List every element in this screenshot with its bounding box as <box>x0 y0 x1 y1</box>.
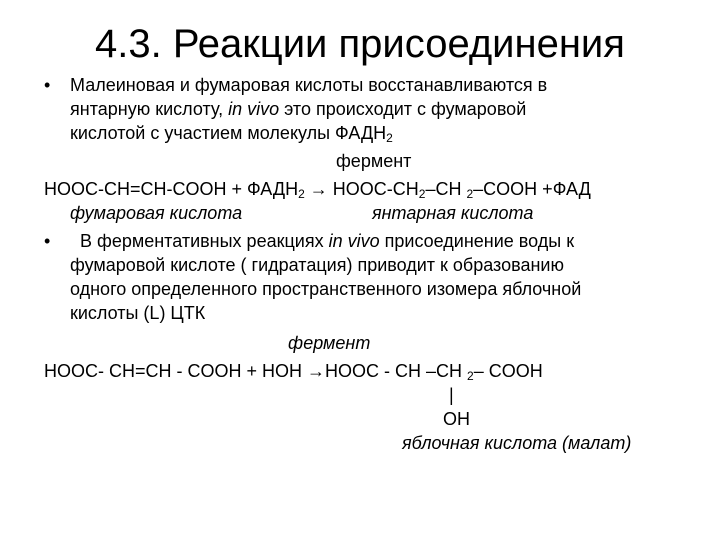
bullet-2: • <box>44 231 51 251</box>
eq1-label-succinic: янтарная кислота <box>372 203 534 223</box>
eq1-sub-b: 2 <box>418 187 426 201</box>
p1-line2-text-a: янтарную кислоту, <box>70 99 229 119</box>
eq2-part-b: – COOH <box>473 361 543 381</box>
eq1-sub-c: 2 <box>466 187 474 201</box>
eq1-part-d: –COOH +ФАД <box>473 179 591 199</box>
eq2-label-malate: (малат) <box>557 433 632 453</box>
p1-line3-sub: 2 <box>386 131 393 145</box>
p2-line4: кислоты (L) ЦТК <box>70 303 206 323</box>
eq2-sub-a: 2 <box>467 369 474 383</box>
eq2-oh: OH <box>443 409 470 429</box>
eq2-label-malic: яблочная кислота <box>402 433 558 453</box>
eq2-equation <box>44 360 543 382</box>
eq2-part-a: HOOC- CH=CH - COOH + HOH →HOOC - CH –CH <box>44 361 468 381</box>
p2-line1-in-vivo: in vivo <box>328 231 380 251</box>
p2-line1 <box>80 230 574 252</box>
p2-line1-text-c: присоединение воды к <box>379 231 575 251</box>
eq1-sub-a: 2 <box>298 187 305 201</box>
eq1-equation <box>44 178 591 200</box>
slide-title: 4.3. Реакции присоединения <box>95 22 625 66</box>
p1-line1: Малеиновая и фумаровая кислоты восстанавливаются в <box>70 75 548 95</box>
eq1-label-fumaric: фумаровая кислота <box>70 203 243 223</box>
p2-line3: одного определенного пространственного изомера яблочной <box>70 279 582 299</box>
p1-line3 <box>70 122 393 144</box>
eq2-bond-bar: | <box>449 385 454 405</box>
eq2-enzyme: фермент <box>288 333 371 353</box>
eq1-part-c: –CH <box>425 179 467 199</box>
p2-line2: фумаровой кислоте ( гидратация) приводит к образованию <box>70 255 564 275</box>
bullet-1: • <box>44 75 51 95</box>
p1-line2-in-vivo: in vivo <box>228 99 280 119</box>
eq1-part-a: HOOC-CH=CH-COOH + ФАДН <box>44 179 299 199</box>
eq2-label <box>402 432 631 454</box>
p1-line2-text-c: это происходит с фумаровой <box>279 99 527 119</box>
p2-line1-text-a: В ферментативных реакциях <box>80 231 329 251</box>
eq1-enzyme: фермент <box>336 151 412 171</box>
p1-line3-text: кислотой с участием молекулы ФАДН <box>70 123 387 143</box>
p1-line2 <box>70 98 526 120</box>
eq1-part-b: → HOOC-CH <box>304 179 419 199</box>
